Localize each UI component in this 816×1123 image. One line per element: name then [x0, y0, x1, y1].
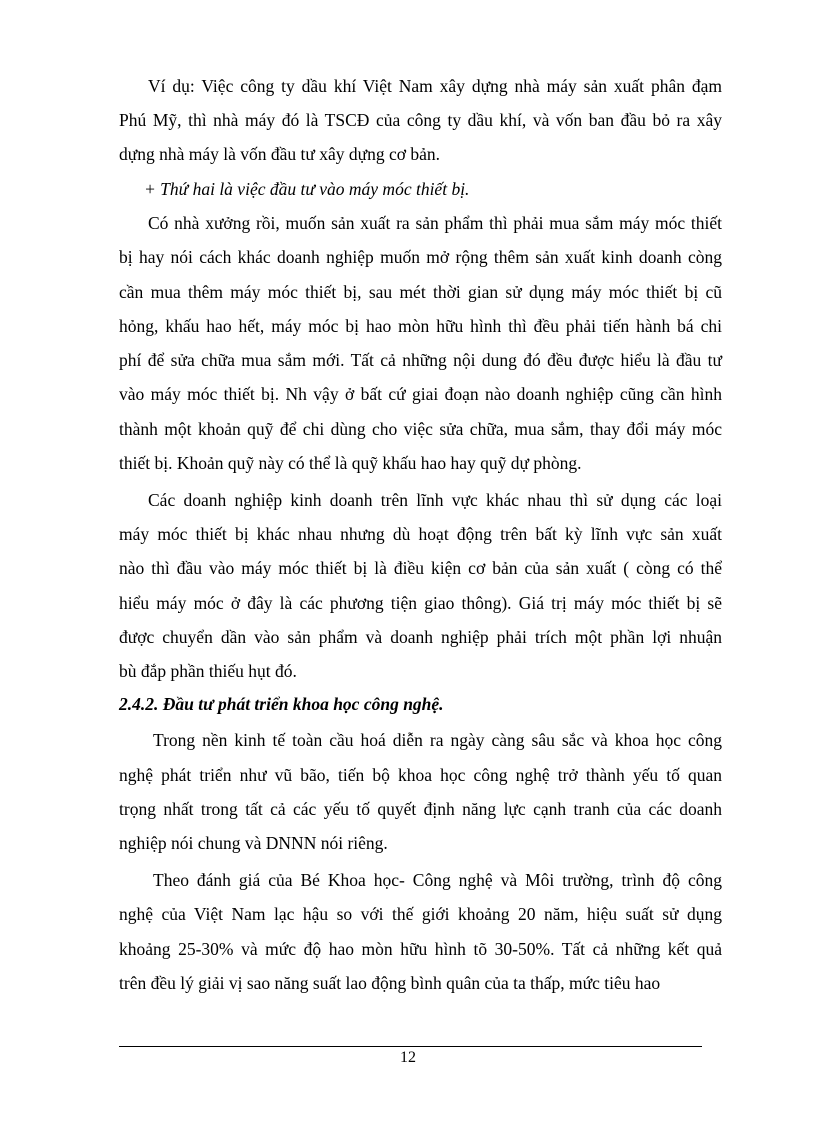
paragraph-3-line-5: được chuyển dần vào sản phẩm và doanh nghiệp phải trích một phần lợi nhuận	[119, 627, 722, 647]
paragraph-2-line-1: Có nhà xưởng rồi, muốn sản xuất ra sản phẩm thì phải mua sắm máy móc thiết	[148, 213, 722, 233]
paragraph-5-line-1: Theo đánh giá của Bé Khoa học- Công nghệ và Môi trường, trình độ công	[153, 870, 722, 890]
paragraph-2-line-2: bị hay nói cách khác doanh nghiệp muốn mở rộng thêm sản xuất kinh doanh còng	[119, 247, 722, 267]
paragraph-4-line-1: Trong nền kinh tế toàn cầu hoá diễn ra ngày càng sâu sắc và khoa học công	[153, 730, 722, 750]
paragraph-5-line-3: khoảng 25-30% và mức độ hao mòn hữu hình tõ 30-50%. Tất cả những kết quả	[119, 939, 722, 959]
paragraph-3-line-2: máy móc thiết bị khác nhau nhưng dù hoạt động trên bất kỳ lĩnh vực sản xuất	[119, 524, 722, 544]
footer-rule	[119, 1046, 702, 1047]
paragraph-2-line-3: cần mua thêm máy móc thiết bị, sau mét thời gian sử dụng máy móc thiết bị cũ	[119, 282, 722, 302]
paragraph-2-line-7: thành một khoản quỹ để chi dùng cho việc sửa chữa, mua sắm, thay đổi máy móc	[119, 419, 722, 439]
paragraph-4-line-3: trọng nhất trong tất cả các yếu tố quyết định năng lực cạnh tranh của các doanh	[119, 799, 722, 819]
paragraph-3-line-1: Các doanh nghiệp kinh doanh trên lĩnh vực khác nhau thì sử dụng các loại	[148, 490, 722, 510]
paragraph-4-line-2: nghệ phát triển như vũ bão, tiến bộ khoa học công nghệ trở thành yếu tố quan	[119, 765, 722, 785]
section-heading: 2.4.2. Đầu tư phát triển khoa học công nghệ.	[119, 694, 444, 714]
page-number: 12	[400, 1049, 416, 1066]
paragraph-3-line-6: bù đắp phần thiếu hụt đó.	[119, 661, 297, 681]
subheading-machinery: + Thứ hai là việc đầu tư vào máy móc thiết bị.	[144, 179, 470, 199]
paragraph-2-line-8: thiết bị. Khoản quỹ này có thể là quỹ khấu hao hay quỹ dự phòng.	[119, 453, 582, 473]
paragraph-1-line-3: dựng nhà máy là vốn đầu tư xây dựng cơ bản.	[119, 144, 441, 164]
paragraph-2-line-5: phí để sửa chữa mua sắm mới. Tất cả những nội dung đó đều được hiểu là đầu tư	[119, 350, 722, 370]
paragraph-1-line-2: Phú Mỹ, thì nhà máy đó là TSCĐ của công ty dầu khí, và vốn ban đầu bỏ ra xây	[119, 110, 722, 130]
paragraph-5-line-2: nghệ của Việt Nam lạc hậu so với thế giới khoảng 20 năm, hiệu suất sử dụng	[119, 904, 722, 924]
paragraph-5-line-4: trên đều lý giải vị sao năng suất lao động bình quân của ta thấp, mức tiêu hao	[119, 973, 661, 993]
paragraph-1-line-1: Ví dụ: Việc công ty dầu khí Việt Nam xây dựng nhà máy sản xuất phân đạm	[148, 76, 722, 96]
paragraph-2-line-6: vào máy móc thiết bị. Nh vậy ở bất cứ giai đoạn nào doanh nghiệp cũng cần hình	[119, 384, 722, 404]
paragraph-3-line-4: hiểu máy móc ở đây là các phương tiện giao thông). Giá trị máy móc thiết bị sẽ	[119, 593, 722, 613]
paragraph-2-line-4: hỏng, khấu hao hết, máy móc bị hao mòn hữu hình thì đều phải tiến hành bá chi	[119, 316, 722, 336]
paragraph-4-line-4: nghiệp nói chung và DNNN nói riêng.	[119, 833, 388, 853]
paragraph-3-line-3: nào thì đầu vào máy móc thiết bị là điều kiện cơ bản của sản xuất ( còng có thể	[119, 558, 722, 578]
